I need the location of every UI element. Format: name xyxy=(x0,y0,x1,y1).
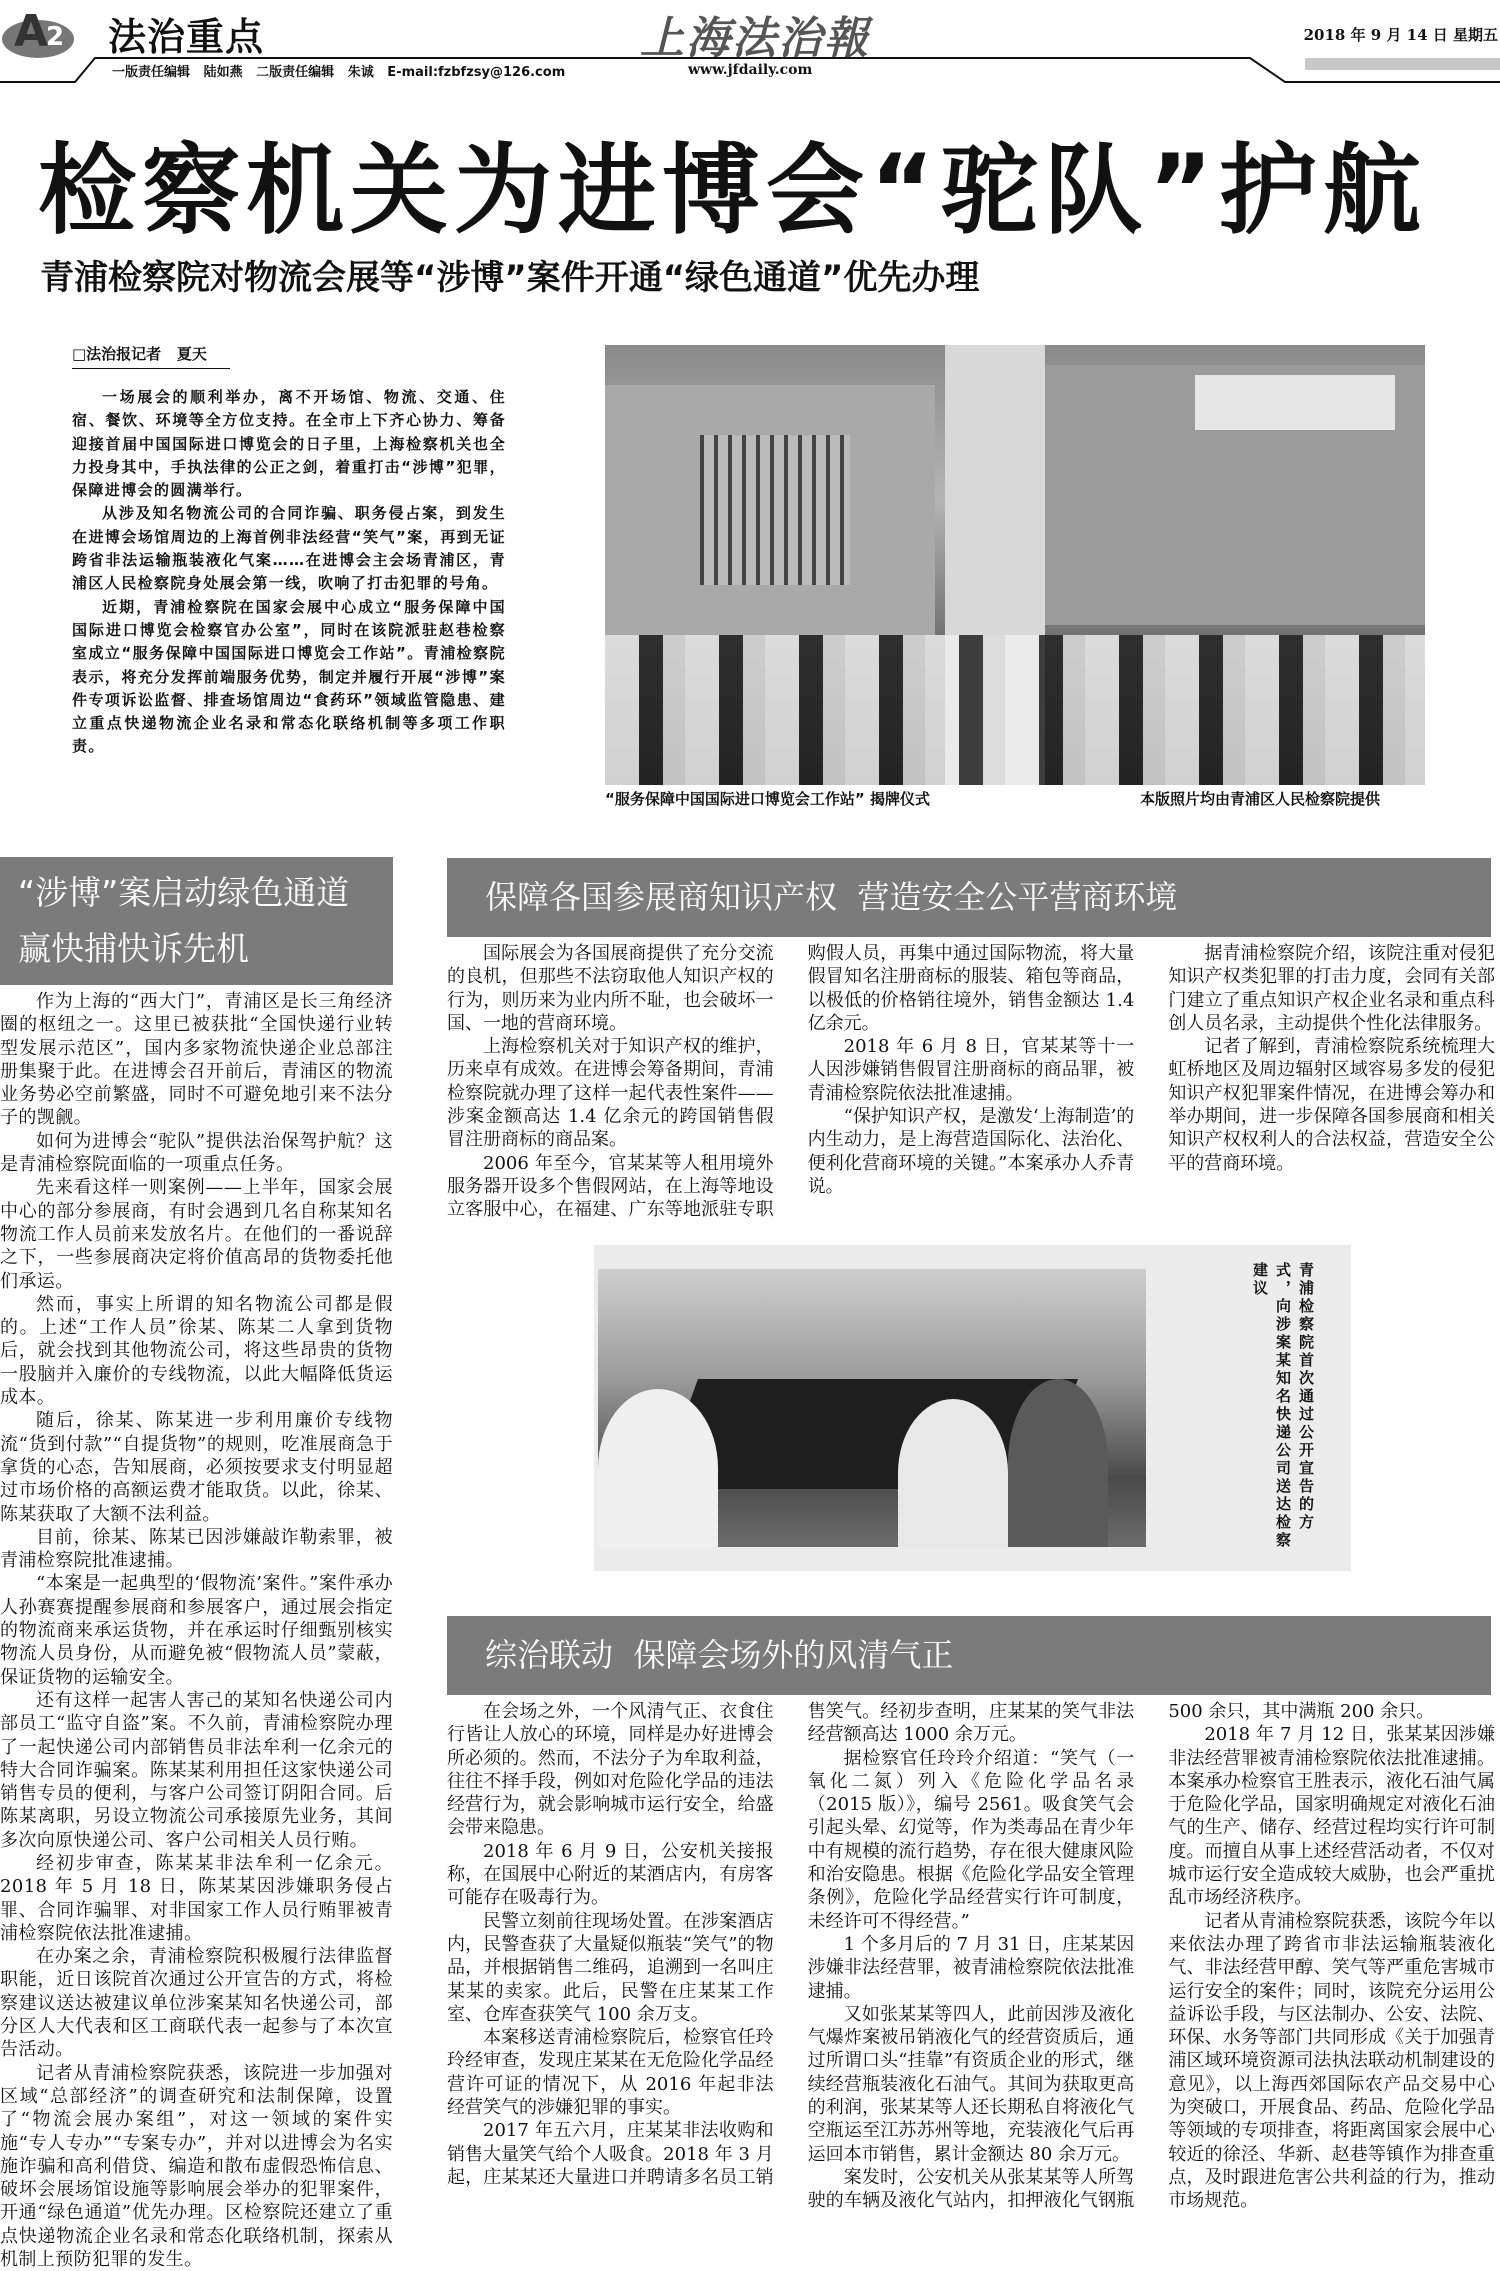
badge-letter: A xyxy=(14,6,49,57)
badge-number: 2 xyxy=(46,22,65,52)
paragraph: “本案是一起典型的‘假物流’案件。”案件承办人孙赛赛提醒参展商和参展客户，通过展会指定的物流商来承运货物，并在承运时仔细甄别核实物流人员身份，从而避免被“假物流人员”蒙蔽，保证货物的运输安全。 xyxy=(0,1573,393,1688)
paragraph: 记者从青浦检察院获悉，该院今年以来依法办理了跨省市非法运输瓶装液化气、非法经营甲醇、笑气等严重危害城市运行安全的案件；同时，该院充分运用公益诉讼手段，与区法制办、公安、法院、环保、水务等部门共同形成《关于加强青浦区域环境资源司法执法联动机制建设的意见》，以上海西郊国际农产品交易中心为突破口，开展食品、药品、危险化学品等领域的专项排查，将距离国家会展中心较近的徐泾、华新、赵巷等镇作为排查重点，及时跟进危害公共利益的行为，推动市场规范。 xyxy=(1168,1910,1495,2212)
paragraph: 2018 年 6 月 9 日，公安机关接报称，在国展中心附近的某酒店内，有房客可能存在吸毒行为。 xyxy=(447,1840,774,1909)
paragraph: 2017 年五六月，庄某某非法收购和销售大量笑气给个人吸食。2018 年 3 月起，庄某某还大量进口并聘请多名员工销售笑气。经初步查明，庄某某的笑气非法经营额高达 1000 余万元。 xyxy=(447,1701,1135,2188)
paragraph: 在办案之余，青浦检察院积极履行法律监督职能，近日该院首次通过公开宣告的方式，将检察建议送达被建议单位涉案某知名快递公司，部分区人大代表和区工商联代表一起参与了本次宣告活动。 xyxy=(0,1946,393,2061)
paragraph: 随后，徐某、陈某进一步利用廉价专线物流“货到付款”“自提货物”的规则，吃准展商急于拿货的心态，告知展商，必须按要求支付明显超过市场价格的高额运费才能取货。以此，徐某、陈某获取了大额不法利益。 xyxy=(0,1410,393,1525)
header-gray-bar xyxy=(1305,58,1500,70)
photo-caption: “服务保障中国国际进口博览会工作站” 揭牌仪式 xyxy=(605,790,930,808)
heading-line: “涉博”案启动绿色通道 xyxy=(18,873,350,912)
lead-paragraph: 一场展会的顺利举办，离不开场馆、物流、交通、住宿、餐饮、环境等全方位支持。在全市上下齐心协力、筹备迎接首届中国国际进口博览会的日子里，上海检察机关也全力投身其中，手执法律的公正之剑，着重打击“涉博”犯罪，保障进博会的圆满举行。 xyxy=(72,388,506,500)
photo-unveiling-ceremony xyxy=(605,345,1425,785)
paragraph: 然而，事实上所谓的知名物流公司都是假的。上述“工作人员”徐某、陈某二人拿到货物后，就会找到其他物流公司，将这些昂贵的货物一股脑并入廉价的专线物流，以此大幅降低货运成本。 xyxy=(0,1293,393,1409)
paragraph: 先来看这样一则案例——上半年，国家会展中心的部分参展商，有时会遇到几名自称某知名物流工作人员前来发放名片。在他们的一番说辞之下，一些参展商决定将价值高昂的货物委托他们承运。 xyxy=(0,1177,393,1292)
website-link[interactable]: www.jfdaily.com xyxy=(688,62,813,78)
heading-line: 赢快捕快诉先机 xyxy=(18,929,249,968)
sidebar-article-heading xyxy=(0,857,393,985)
paragraph: 2006 年至今，官某某等人租用境外服务器开设多个售假网站，在上海等地设立客服中心，在福建、广东等地派驻专职购假人员，再集中通过国际物流，将大量假冒知名注册商标的服装、箱包等商品，以极低的价格销往境外，销售金额达 1.4 亿余元。 xyxy=(447,943,1135,1221)
photo-caption-vertical: 青浦检察院首次通过公开宣告的方式，向涉案某知名快递公司送达检察建议 xyxy=(1251,1262,1315,1550)
lead-paragraph: 从涉及知名物流公司的合同诈骗、职务侵占案，到发生在进博会场馆周边的上海首例非法经营“笑气”案，再到无证跨省非法运输瓶装液化气案……在进博会主会场青浦区，青浦区人民检察院身处展会第一线，吹响了打击犯罪的号角。 xyxy=(72,504,506,593)
paragraph: 还有这样一起害人害己的某知名快递公司内部员工“监守自盗”案。不久前，青浦检察院办理了一起快递公司内部销售员非法牟利一亿余元的特大合同诈骗案。陈某某利用担任这家快递公司销售专员的便利，与客户公司签订阴阳合同。后陈某离职，另设立物流公司承接原先业务，其间多次向原快递公司、客户公司相关人员行贿。 xyxy=(0,1689,393,1851)
paragraph: 经初步审查，陈某某非法牟利一亿余元。2018 年 5 月 18 日，陈某某因涉嫌职务侵占罪、合同诈骗罪、对非国家工作人员行贿罪被青浦检察院依法批准逮捕。 xyxy=(0,1852,393,1944)
lead-paragraph: 近期，青浦检察院在国家会展中心成立“服务保障中国国际进口博览会检察官办公室”，同时在该院派驻赵巷检察室成立“服务保障中国国际进口博览会工作站”。青浦检察院表示，将充分发挥前端服务优势，制定并履行开展“涉博”案件专项诉讼监督、排查场馆周边“食药环”领域监管隐患、建立重点快递物流企业名录和常态化联络机制等多项工作职责。 xyxy=(72,597,506,756)
ip-article-body xyxy=(447,942,1495,1222)
paragraph: 民警立刻前往现场处置。在涉案酒店内，民警查获了大量疑似瓶装“笑气”的物品，并根据销售二维码，追溯到一名叫庄某某的卖家。此后，民警在庄某某工作室、仓库查获笑气 100 余万支。 xyxy=(447,1910,774,2025)
safety-article-heading: 综治联动 保障会场外的风清气正 xyxy=(447,1616,1491,1695)
paragraph: 国际展会为各国展商提供了充分交流的良机，但那些不法窃取他人知识产权的行为，则历来为业内所不耻，也会破坏一国、一地的营商环境。 xyxy=(447,943,774,1034)
photo-public-announcement xyxy=(598,1269,1146,1547)
paragraph: 又如张某某等四人，此前因涉及液化气爆炸案被吊销液化气的经营资质后，通过所谓口头“挂靠”有资质企业的形式，继续经营瓶装液化石油气。其间为获取更高的利润，张某某等人还长期私自将液化气空瓶运至江苏苏州等地，充装液化气后再运回本市销售，累计金额达 80 余万元。 xyxy=(807,2003,1135,2165)
paragraph: 记者从青浦检察院获悉，该院进一步加强对区域“总部经济”的调查研究和法制保障，设置了“物流会展办案组”，对这一领域的案件实施“专人专办”“专案专办”，并对以进博会为名实施诈骗和高利借贷、编造和散布虚假恐怖信息、破坏会展场馆设施等影响展会举办的犯罪案件，开通“绿色通道”优先办理。区检察院还建立了重点快递物流企业名录和常态化联络机制，探索从机制上预防犯罪的发生。 xyxy=(0,2062,393,2271)
sidebar-article-body xyxy=(0,990,393,2271)
newspaper-logo: 上海法治報 xyxy=(640,13,870,64)
paragraph: 据检察官任玲玲介绍道：“笑气（一氧化二氮）列入《危险化学品名录（2015 版）》，编号 2561。吸食笑气会引起头晕、幻觉等，作为类毒品在青少年中有规模的流行趋势，存在很大健康风险和治安隐患。根据《危险化学品安全管理条例》，危险化学品经营实行许可制度，未经许可不得经营。” xyxy=(807,1747,1135,1932)
paragraph: 本案移送青浦检察院后，检察官任玲玲经审查，发现庄某某在无危险化学品经营许可证的情况下，从 2016 年起非法经营笑气的涉嫌犯罪的事实。 xyxy=(447,2027,774,2119)
paragraph: 据青浦检察院介绍，该院注重对侵犯知识产权类犯罪的打击力度，会同有关部门建立了重点知识产权企业名录和重点科创人员名录，主动提供个性化法律服务。 xyxy=(1168,943,1495,1034)
subheadline: 青浦检察院对物流会展等“涉博”案件开通“绿色通道”优先办理 xyxy=(40,258,980,298)
paragraph: 在会场之外，一个风清气正、衣食住行皆让人放心的环境，同样是办好进博会所必须的。然而，不法分子为牟取利益，往往不择手段，例如对危险化学品的违法经营行为，就会影响城市运行安全，给盛会带来隐患。 xyxy=(447,1701,774,1839)
byline: □法治报记者 夏天 xyxy=(72,343,230,369)
paragraph: 作为上海的“西大门”，青浦区是长三角经济圈的枢纽之一。这里已被获批“全国快递行业转型发展示范区”，国内多家物流快递企业总部注册集聚于此。在进博会召开前后，青浦区的物流业务势必空前繁盛，同时不可避免地引来不法分子的觊觎。 xyxy=(0,991,393,1129)
paragraph: 目前，徐某、陈某已因涉嫌敲诈勒索罪，被青浦检察院批准逮捕。 xyxy=(0,1526,393,1572)
paragraph: 上海检察机关对于知识产权的维护，历来卓有成效。在进博会筹备期间，青浦检察院就办理了这样一起代表性案件——涉案金额高达 1.4 亿余元的跨国销售假冒注册商标的商品案。 xyxy=(447,1036,774,1151)
paragraph: “保护知识产权，是激发‘上海制造’的内生动力，是上海营造国际化、法治化、便利化营商环境的关键。”本案承办人乔青说。 xyxy=(807,1106,1135,1197)
paragraph: 案发时，公安机关从张某某等人所驾驶的车辆及液化气站内，扣押液化气钢瓶 500 余只，其中满瓶 200 余只。 xyxy=(807,1701,1435,2212)
editors-line: 一版责任编辑 陆如燕 二版责任编辑 朱诚 E-mail:fzbfzsy@126.com xyxy=(112,65,566,80)
paragraph: 如何为进博会“驼队”提供法治保驾护航？这是青浦检察院面临的一项重点任务。 xyxy=(0,1130,393,1176)
safety-article-body xyxy=(447,1700,1495,2227)
ip-article-heading: 保障各国参展商知识产权 营造安全公平营商环境 xyxy=(447,858,1491,937)
page-number-badge xyxy=(0,4,78,62)
issue-date: 2018 年 9 月 14 日 星期五 xyxy=(1303,26,1498,44)
photo-credit: 本版照片均由青浦区人民检察院提供 xyxy=(1140,790,1381,808)
main-headline: 检察机关为进博会“驼队”护航 xyxy=(38,134,1427,248)
lead-text xyxy=(72,386,506,759)
paragraph: 记者了解到，青浦检察院系统梳理大虹桥地区及周边辐射区域容易多发的侵犯知识产权犯罪案件情况，在进博会筹办和举办期间，进一步保障各国参展商和相关知识产权权利人的合法权益，营造安全公平的营商环境。 xyxy=(1168,1036,1495,1174)
paragraph: 1 个多月后的 7 月 31 日，庄某某因涉嫌非法经营罪，被青浦检察院依法批准逮捕。 xyxy=(807,1933,1135,2002)
section-name: 法治重点 xyxy=(108,15,265,59)
paragraph: 2018 年 7 月 12 日，张某某因涉嫌非法经营罪被青浦检察院依法批准逮捕。本案承办检察官王胜表示，液化石油气属于危险化学品，国家明确规定对液化石油气的生产、储存、经营过程均实行许可制度。而擅自从事上述经营活动者，不仅对城市运行安全造成较大威胁，也会严重扰乱市场经济秩序。 xyxy=(1168,1724,1495,1909)
paragraph: 2018 年 6 月 8 日，官某某等十一人因涉嫌销售假冒注册商标的商品罪，被青浦检察院依法批准逮捕。 xyxy=(807,1036,1135,1104)
